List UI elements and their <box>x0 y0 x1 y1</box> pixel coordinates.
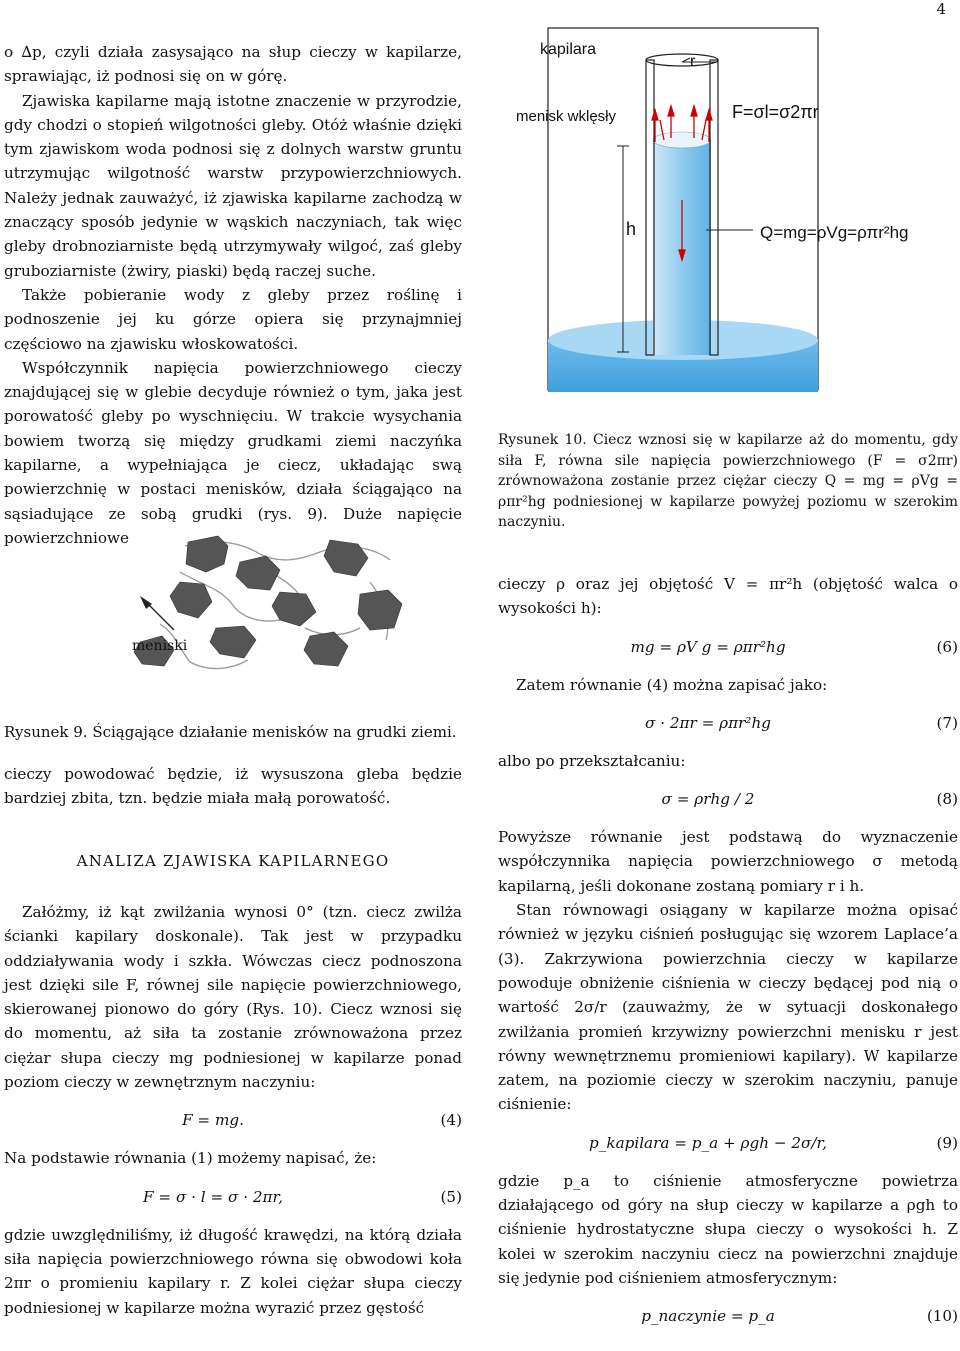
soil-grain <box>210 626 256 658</box>
paragraph: Powyższe równanie jest podstawą do wyznaczenie współczynnika napięcia powierzchniowego σ metodą kapilarną, jeśli dokonane zostaną pomiary r i h. <box>498 828 958 895</box>
paragraph: gdzie p_a to ciśnienie atmosferyczne powietrza działającego od góry na słup cieczy w kapilarze a ρgh to ciśnienie hydrostatyczne słupa cieczy o wysokości h. Z kolei w szerokim naczyniu ciecz na powierzchni znajduje się jedynie pod ciśnieniem atmosferycznym: <box>498 1171 958 1287</box>
soil-grain <box>170 582 212 618</box>
equation-expression: p_naczynie = p_a <box>641 1307 775 1326</box>
equation-number: (4) <box>440 1111 462 1130</box>
paragraph: gdzie uwzględniliśmy, iż długość krawędzi, na którą działa siła napięcia powierzchniowego równa się obwodowi koła 2πr o promieniu kapilary r. Z kolei ciężar słupa cieczy podniesionej w kapilarze można wyrazić przez gęstość <box>4 1225 462 1317</box>
figure-10-capillary <box>498 0 960 412</box>
equation-expression: mg = ρV g = ρπr²hg <box>630 637 786 656</box>
label-kapilara: kapilara <box>540 41 597 58</box>
paragraph: o ∆p, czyli działa zasysająco na słup cieczy w kapilarze, sprawiając, iż podnosi się on w górę. <box>4 43 462 86</box>
figure-10-caption: Rysunek 10. Ciecz wznosi się w kapilarze aż do momentu, gdy siła F, równa sile napięcia powierzchniowego (F = σ2πr) zrównoważona zostanie przez ciężar cieczy Q = mg = ρVg = ρπr²hg podniesionej w kapilarze powyżej poziomu w szerokim naczyniu. <box>498 432 958 530</box>
capillary-wall-right <box>710 60 718 355</box>
capillary-wall-left <box>646 60 654 355</box>
paragraph: Stan równowagi osiągany w kapilarze można opisać również w języku ciśnień posługując się wzorem Laplace’a (3). Zakrzywiona powierzchnia cieczy w kapilarze powoduje obniżenie ciśnienia w cieczy będącej pod nią o wartość 2σ/r (zauważmy, że w sytuacji doskonałego zwilżania promień krzywizny powierzchni menisku r jest równy wewnętrznemu promieniowi kapilary). W kapilarze zatem, na poziomie cieczy w szerokim naczyniu, panuje ciśnienie: <box>498 901 958 1114</box>
left-column-bottom-b <box>4 900 462 1320</box>
soil-grain <box>324 540 368 576</box>
paragraph: Na podstawie równania (1) możemy napisać, że: <box>4 1149 377 1168</box>
paragraph: albo po przekształcaniu: <box>498 751 686 770</box>
equation-expression: p_kapilara = p_a + ρgh − 2σ/r, <box>589 1133 827 1152</box>
left-column-top <box>4 40 462 550</box>
label-h: h <box>626 219 637 239</box>
equation-expression: σ = ρrhg / 2 <box>661 790 755 809</box>
fig9-label-meniski: meniski <box>132 638 188 654</box>
equation-4 <box>4 1108 462 1132</box>
paragraph: cieczy ρ oraz jej objętość V = πr²h (objętość walca o wysokości h): <box>498 575 958 618</box>
soil-grain <box>186 536 228 572</box>
paragraph: Współczynnik napięcia powierzchniowego cieczy znajdującej się w glebie decyduje również o tym, jaka jest porowatość gleby po wyschnięciu. W trakcie wysychania bowiem tworzą się między grudkami ziemi naczyńka kapilarne, a wypełniająca je ciecz, układając swą powierzchnię w postaci menisków, działa ściągająco na sąsiadujące ze sobą grudki (rys. 9). Duże napięcie powierzchniowe <box>4 358 462 547</box>
paragraph: Zatem równanie (4) można zapisać jako: <box>516 675 828 694</box>
equation-10 <box>498 1304 958 1328</box>
paragraph: cieczy powodować będzie, iż wysuszona gleba będzie bardziej zbita, tzn. będzie miała małą porowatość. <box>4 765 462 808</box>
equation-8 <box>498 787 958 811</box>
equation-number: (5) <box>440 1187 462 1206</box>
label-r: r <box>690 53 696 70</box>
capillary-top <box>646 54 718 66</box>
left-column-bottom-a <box>4 762 462 811</box>
equation-number: (10) <box>926 1307 958 1326</box>
paragraph: Załóżmy, iż kąt zwilżania wynosi 0° (tzn. ciecz zwilża ścianki kapilary doskonale). Tak jest w przypadku oddziaływania wody i szkła. Wówczas ciecz podnoszona jest dzięki sile F, równej sile napięcie powierzchniowego, skierowanej pionowo do góry (Rys. 10). Ciecz wznosi się do momentu, aż siła ta zostanie zrównoważona przez ciężar słupa cieczy mg podniesionej w kapilarze ponad poziom cieczy w zewnętrznym naczyniu: <box>4 903 462 1092</box>
page-number: 4 <box>936 0 946 18</box>
equation-expression: F = mg. <box>182 1111 244 1130</box>
soil-grain <box>272 592 316 626</box>
equation-5 <box>4 1185 462 1209</box>
paragraph: Zjawiska kapilarne mają istotne znaczenie w przyrodzie, gdy chodzi o stopień wilgotności gleby. Otóż właśnie dzięki tym zjawiskom woda podnosi się z dolnych warstw gruntu utrzymując wilgotność warstw przypowierzchniowych. Należy jednak zauważyć, iż zjawiska kapilarne zachodzą w znaczący sposób jedynie w wąskich naczyniach, tak więc gleby drobnoziarniste będą utrzymywały wilgoć, zaś gleby gruboziarniste (żwiry, piaski) będą raczej suche. <box>4 91 462 280</box>
equation-expression: σ · 2πr = ρπr²hg <box>645 713 771 732</box>
equation-9 <box>498 1131 958 1155</box>
label-force-F: F=σl=σ2πr <box>732 102 819 122</box>
paragraph: Także pobieranie wody z gleby przez roślinę i podnoszenie jej ku górze opiera się przynajmniej częściowo na zjawisku włoskowatości. <box>4 285 462 353</box>
soil-grain <box>236 556 280 590</box>
soil-grain <box>304 632 348 666</box>
equation-6 <box>498 635 958 659</box>
equation-number: (9) <box>936 1133 958 1152</box>
equation-7 <box>498 711 958 735</box>
label-weight-Q: Q=mg=ρVg=ρπr²hg <box>760 223 909 242</box>
figure-9-soil-grains <box>120 532 460 682</box>
right-column <box>498 572 958 1342</box>
equation-number: (8) <box>936 790 958 809</box>
equation-number: (6) <box>936 637 958 656</box>
figure-9-caption: Rysunek 9. Ściągające działanie menisków na grudki ziemi. <box>4 723 457 741</box>
label-menisk: menisk wklęsły <box>516 108 617 125</box>
soil-grain <box>358 590 402 630</box>
equation-number: (7) <box>936 713 958 732</box>
section-heading: ANALIZA ZJAWISKA KAPILARNEGO <box>76 852 390 870</box>
equation-expression: F = σ · l = σ · 2πr, <box>143 1187 283 1206</box>
